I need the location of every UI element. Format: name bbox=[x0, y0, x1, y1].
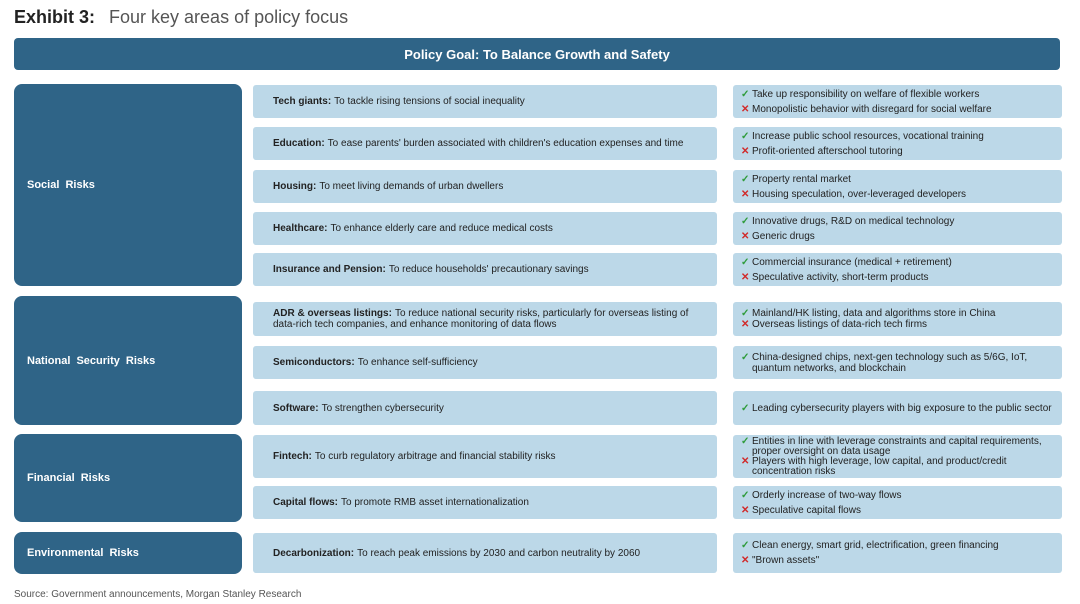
check-icon: ✓ bbox=[741, 402, 750, 414]
cross-icon: ✕ bbox=[741, 319, 750, 330]
impact-insurance-pension bbox=[733, 253, 1062, 286]
impact-semiconductors bbox=[733, 346, 1062, 379]
area-label: Insurance and Pension: bbox=[273, 264, 386, 275]
policy-area-fintech bbox=[253, 435, 717, 478]
impact-decarbonization bbox=[733, 533, 1062, 573]
check-icon: ✓ bbox=[741, 173, 750, 185]
cross-icon: ✕ bbox=[741, 230, 750, 242]
cross-icon: ✕ bbox=[741, 555, 750, 566]
impact-software bbox=[733, 391, 1062, 425]
area-label: Semiconductors: bbox=[273, 357, 355, 368]
policy-area-housing bbox=[253, 170, 717, 203]
cross-icon: ✕ bbox=[741, 188, 750, 200]
area-goal: To reach peak emissions by 2030 and carbon neutrality by 2060 bbox=[357, 547, 641, 559]
area-goal: To enhance elderly care and reduce medical costs bbox=[330, 223, 553, 234]
positive-item: China-designed chips, next-gen technology such as 5/6G, IoT, quantum networks, and blockchain bbox=[752, 351, 1028, 374]
exhibit-subtitle: Four key areas of policy focus bbox=[109, 7, 349, 27]
source-note: Source: Government announcements, Morgan Stanley Research bbox=[14, 589, 302, 600]
policy-area-education bbox=[253, 127, 717, 160]
negative-item: Profit-oriented afterschool tutoring bbox=[752, 145, 903, 157]
positive-item: Commercial insurance (medical + retirement) bbox=[752, 256, 952, 268]
negative-item: Overseas listings of data-rich tech firms bbox=[752, 319, 928, 330]
area-label: Software: bbox=[273, 402, 319, 414]
area-goal: To enhance self-sufficiency bbox=[357, 357, 478, 368]
impact-capital-flows bbox=[733, 486, 1062, 519]
positive-item: Increase public school resources, vocational training bbox=[752, 130, 984, 142]
area-label: Capital flows: bbox=[273, 497, 339, 508]
negative-item: Players with high leverage, low capital, and product/credit concentration risks bbox=[752, 455, 1007, 477]
positive-item: Leading cybersecurity players with big exposure to the public sector bbox=[752, 402, 1052, 414]
policy-area-decarbonization bbox=[253, 533, 717, 573]
area-goal: To curb regulatory arbitrage and financial stability risks bbox=[314, 451, 556, 462]
area-goal: To meet living demands of urban dwellers bbox=[319, 181, 504, 192]
positive-item: Mainland/HK listing, data and algorithms store in China bbox=[752, 308, 996, 319]
positive-item: Entities in line with leverage constraints and capital requirements, proper oversight on data usage bbox=[752, 435, 1042, 457]
cross-icon: ✕ bbox=[741, 103, 750, 115]
area-label: Education: bbox=[273, 138, 325, 149]
area-label: Fintech: bbox=[273, 451, 312, 462]
policy-area-semiconductors bbox=[253, 346, 717, 379]
positive-item: Take up responsibility on welfare of flexible workers bbox=[752, 88, 980, 100]
positive-item: Clean energy, smart grid, electrification, green financing bbox=[752, 540, 999, 551]
area-goal: To reduce households' precautionary savings bbox=[388, 264, 589, 275]
impact-adr-overseas-listings bbox=[733, 302, 1062, 336]
category-social-risks: Social Risks bbox=[14, 84, 242, 286]
check-icon: ✓ bbox=[741, 256, 750, 268]
negative-item: Speculative capital flows bbox=[752, 504, 861, 516]
cross-icon: ✕ bbox=[741, 504, 750, 516]
area-label: Tech giants: bbox=[273, 96, 332, 107]
check-icon: ✓ bbox=[741, 435, 750, 447]
check-icon: ✓ bbox=[741, 88, 750, 100]
policy-area-insurance-pension bbox=[253, 253, 717, 286]
category-financial-risks: Financial Risks bbox=[14, 434, 242, 522]
cross-icon: ✕ bbox=[741, 455, 750, 467]
area-label: Decarbonization: bbox=[273, 547, 355, 559]
check-icon: ✓ bbox=[741, 540, 750, 551]
policy-goal-banner: Policy Goal: To Balance Growth and Safety bbox=[14, 38, 1060, 70]
exhibit-label: Exhibit 3: bbox=[14, 7, 96, 27]
policy-area-capital-flows bbox=[253, 486, 717, 519]
area-goal: To reduce national security risks, particularly for overseas listing of data-rich tech companies, and enhance monitoring of data flows bbox=[273, 308, 689, 330]
check-icon: ✓ bbox=[741, 308, 750, 319]
area-goal: To tackle rising tensions of social inequality bbox=[334, 96, 525, 107]
area-label: Healthcare: bbox=[273, 223, 328, 234]
area-goal: To promote RMB asset internationalization bbox=[341, 497, 529, 508]
negative-item: "Brown assets" bbox=[752, 555, 820, 566]
check-icon: ✓ bbox=[741, 130, 750, 142]
exhibit-title bbox=[14, 7, 348, 28]
positive-item: Orderly increase of two-way flows bbox=[752, 489, 902, 501]
area-label: Housing: bbox=[273, 181, 317, 192]
cross-icon: ✕ bbox=[741, 145, 750, 157]
impact-tech-giants bbox=[733, 85, 1062, 118]
policy-area-adr-overseas-listings bbox=[253, 302, 717, 336]
area-goal: To ease parents' burden associated with children's education expenses and time bbox=[327, 138, 684, 149]
policy-area-tech-giants bbox=[253, 85, 717, 118]
policy-area-healthcare bbox=[253, 212, 717, 245]
impact-housing bbox=[733, 170, 1062, 203]
positive-item: Property rental market bbox=[752, 173, 851, 185]
check-icon: ✓ bbox=[741, 489, 750, 501]
impact-education bbox=[733, 127, 1062, 160]
category-national-security-risks: National Security Risks bbox=[14, 296, 242, 425]
area-goal: To strengthen cybersecurity bbox=[321, 402, 444, 414]
negative-item: Housing speculation, over-leveraged developers bbox=[752, 188, 967, 200]
positive-item: Innovative drugs, R&D on medical technology bbox=[752, 215, 955, 227]
area-label: ADR & overseas listings: bbox=[273, 308, 392, 319]
policy-area-software bbox=[253, 391, 717, 425]
negative-item: Generic drugs bbox=[752, 230, 815, 242]
negative-item: Speculative activity, short-term products bbox=[752, 271, 929, 283]
negative-item: Monopolistic behavior with disregard for social welfare bbox=[752, 103, 992, 115]
impact-fintech bbox=[733, 435, 1062, 478]
check-icon: ✓ bbox=[741, 215, 750, 227]
category-environmental-risks: Environmental Risks bbox=[14, 532, 242, 574]
impact-healthcare bbox=[733, 212, 1062, 245]
cross-icon: ✕ bbox=[741, 271, 750, 283]
check-icon: ✓ bbox=[741, 351, 750, 363]
